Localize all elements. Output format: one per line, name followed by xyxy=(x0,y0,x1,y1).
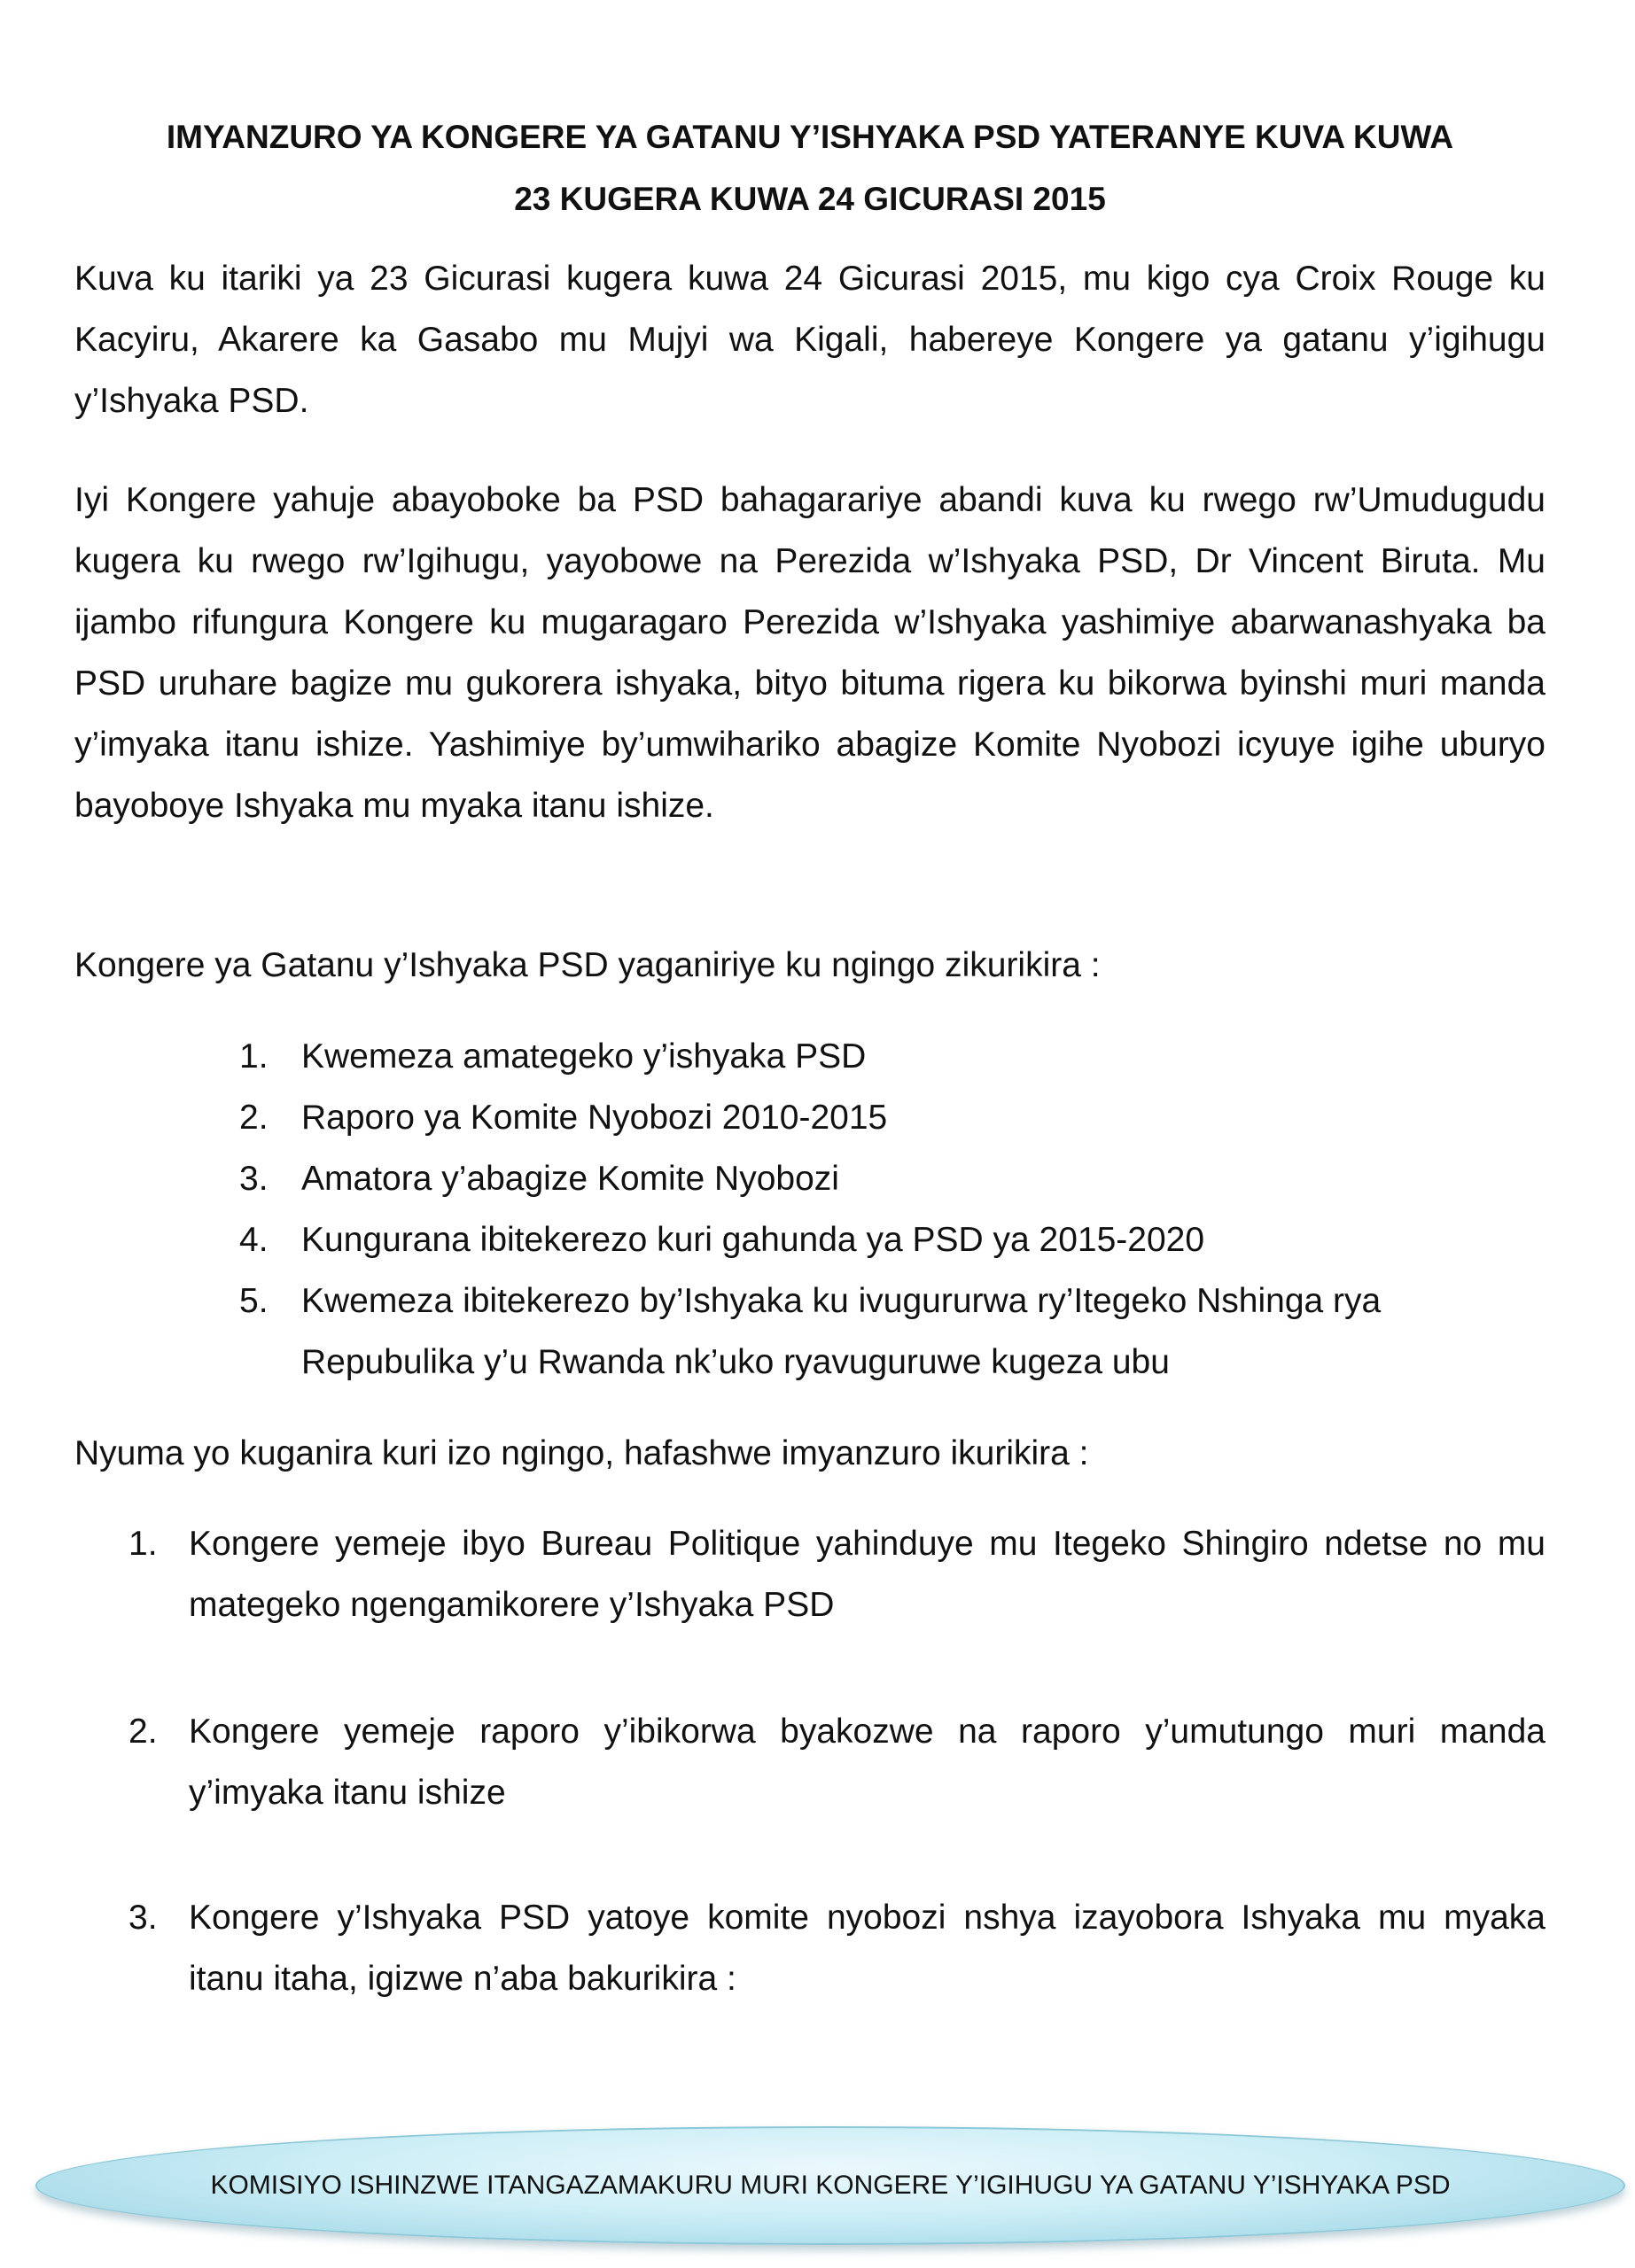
resolution-item xyxy=(128,1513,1545,1635)
agenda-intro: Kongere ya Gatanu y’Ishyaka PSD yaganiriye ku ngingo zikurikira : xyxy=(74,946,1101,984)
agenda-item xyxy=(239,1209,1498,1270)
title-line-2: 23 KUGERA KUWA 24 GICURASI 2015 xyxy=(514,181,1106,217)
agenda-item-text: Amatora y’abagize Komite Nyobozi xyxy=(301,1160,839,1198)
document-title xyxy=(74,106,1545,230)
agenda-item-number: 4. xyxy=(239,1221,269,1259)
agenda-list xyxy=(239,1026,1498,1393)
resolution-number: 1. xyxy=(128,1525,158,1563)
agenda-item-text: Kwemeza amategeko y’ishyaka PSD xyxy=(301,1037,867,1076)
resolution-text: Kongere yemeje ibyo Bureau Politique yahinduye mu Itegeko Shingiro ndetse no mu mategeko ngengamikorere y’Ishyaka PSD xyxy=(189,1525,1545,1624)
congress-summary-paragraph: Iyi Kongere yahuje abayoboke ba PSD bahagarariye abandi kuva ku rwego rw’Umudugudu kugera ku rwego rw’Igihugu, yayobowe na Perezida w’Ishyaka PSD, Dr Vincent Biruta. Mu ijambo rifungura Kongere ku mugaragaro Perezida w’Ishyaka yashimiye abarwanashyaka ba PSD uruhare bagize mu gukorera ishyaka, bityo bituma rigera ku bikorwa byinshi muri manda y’imyaka itanu ishize. Yashimiye by’umwihariko abagize Komite Nyobozi icyuye igihe uburyo bayoboye Ishyaka mu myaka itanu ishize. xyxy=(74,481,1545,825)
agenda-item-text: Kwemeza ibitekerezo by’Ishyaka ku ivugururwa ry’Itegeko Nshinga rya Repubulika y’u Rwanda nk’uko ryavuguruwe kugeza ubu xyxy=(301,1282,1382,1381)
agenda-item-text: Kungurana ibitekerezo kuri gahunda ya PSD ya 2015-2020 xyxy=(301,1221,1205,1259)
resolutions-intro: Nyuma yo kuganira kuri izo ngingo, hafashwe imyanzuro ikurikira : xyxy=(74,1434,1089,1472)
resolution-number: 2. xyxy=(128,1713,158,1751)
agenda-item xyxy=(239,1026,1498,1087)
agenda-item xyxy=(239,1148,1498,1209)
footer-text: KOMISIYO ISHINZWE ITANGAZAMAKURU MURI KONGERE Y’IGIHUGU YA GATANU Y’ISHYAKA PSD xyxy=(210,2171,1451,2200)
agenda-item-number: 3. xyxy=(239,1160,269,1198)
footer-banner xyxy=(35,2126,1625,2245)
resolution-text: Kongere y’Ishyaka PSD yatoye komite nyobozi nshya izayobora Ishyaka mu myaka itanu itaha, igizwe n’aba bakurikira : xyxy=(189,1899,1545,1998)
agenda-item-text: Raporo ya Komite Nyobozi 2010-2015 xyxy=(301,1099,888,1137)
resolution-item xyxy=(128,1887,1545,2009)
agenda-item xyxy=(239,1087,1498,1148)
intro-paragraph: Kuva ku itariki ya 23 Gicurasi kugera kuwa 24 Gicurasi 2015, mu kigo cya Croix Rouge ku Kacyiru, Akarere ka Gasabo mu Mujyi wa Kigali, habereye Kongere ya gatanu y’igihugu y’Ishyaka PSD. xyxy=(74,260,1545,420)
agenda-item-number: 1. xyxy=(239,1037,269,1076)
agenda-item-number: 2. xyxy=(239,1099,269,1137)
agenda-item xyxy=(239,1270,1498,1393)
resolution-text: Kongere yemeje raporo y’ibikorwa byakozwe na raporo y’umutungo muri manda y’imyaka itanu ishize xyxy=(189,1713,1545,1812)
resolution-item xyxy=(128,1701,1545,1823)
title-line-1: IMYANZURO YA KONGERE YA GATANU Y’ISHYAKA PSD YATERANYE KUVA KUWA xyxy=(166,119,1454,155)
agenda-item-number: 5. xyxy=(239,1282,269,1320)
resolution-number: 3. xyxy=(128,1899,158,1937)
